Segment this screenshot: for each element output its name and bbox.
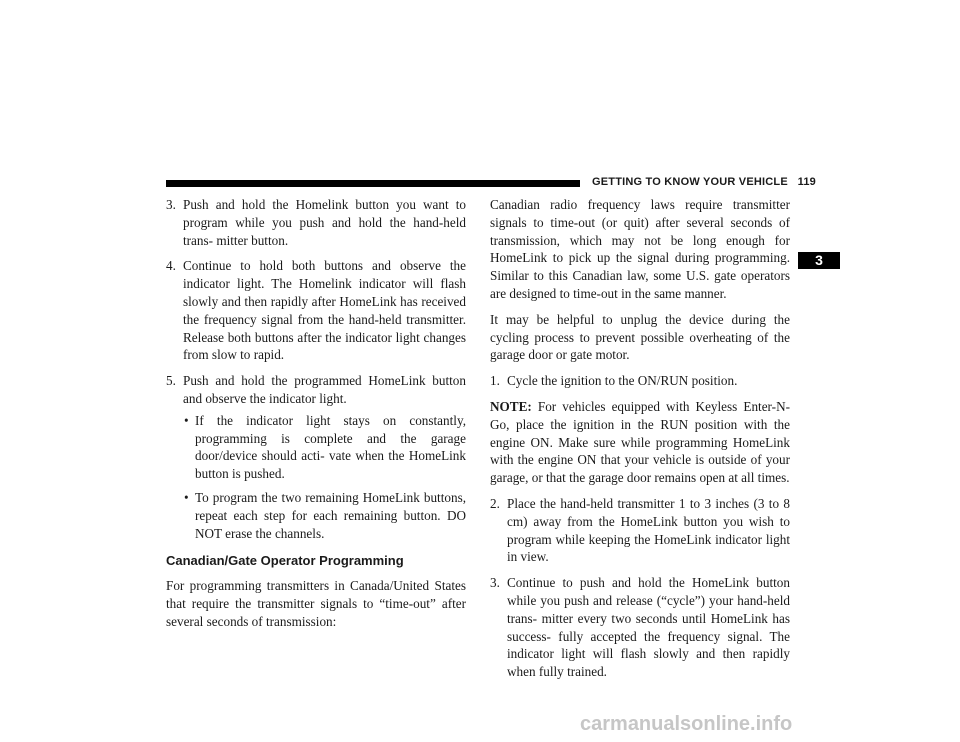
note-label: NOTE: bbox=[490, 398, 532, 414]
step-1-cycle-ignition: 1. Cycle the ignition to the ON/RUN position. bbox=[490, 373, 738, 389]
right-column bbox=[490, 196, 790, 689]
paragraph-canadian-laws: Canadian radio frequency laws require transmitter signals to time-out (or quit) after several seconds of transmission, which may not be long enough for HomeLink to pick up the signal during programming. Similar to this Canadian law, some U.S. gate operators are designed to time-out in the same manner. bbox=[490, 197, 790, 301]
bullet-icon: • bbox=[184, 412, 189, 428]
page-number: 119 bbox=[797, 176, 817, 188]
bullet-icon: • bbox=[184, 489, 189, 505]
chapter-tab: 3 bbox=[798, 252, 840, 269]
left-column bbox=[166, 196, 466, 639]
bullet-programming-complete: • If the indicator light stays on constantly, programming is complete and the garage door/device should acti- vate when the HomeLink button is pushed. bbox=[184, 412, 466, 482]
step-5-push-programmed: 5. Push and hold the programmed HomeLink button and observe the indicator light. bbox=[166, 373, 466, 406]
step-3-push-release: 3. Continue to push and hold the HomeLink button while you push and release (“cycle”) your hand-held trans- mitter every two seconds until HomeLink has success- fully accepted the frequency signal. The indicator light will flash slowly and then rapidly when fully trained. bbox=[490, 575, 790, 680]
running-header bbox=[592, 176, 816, 188]
step-4-hold-buttons: 4. Continue to hold both buttons and observe the indicator light. The Homelink indicator will flash slowly and then rapidly after HomeLink has received the frequency signal from the hand-held transmitter. Release both buttons after the indicator light changes from slow to rapid. bbox=[166, 258, 466, 363]
note-paragraph: NOTE: For vehicles equipped with Keyless Enter-N-Go, place the ignition in the RUN position with the engine ON. Make sure while programming HomeLink with the engine ON that your vehicle is outside of your garage, or that the garage door remains open at all times. bbox=[490, 398, 790, 486]
section-heading: Canadian/Gate Operator Programming bbox=[166, 553, 404, 569]
header-rule bbox=[166, 180, 580, 187]
watermark: carmanualsonline.info bbox=[580, 713, 793, 735]
bullet-remaining-buttons: • To program the two remaining HomeLink buttons, repeat each step for each remaining button. DO NOT erase the channels. bbox=[184, 489, 466, 541]
section-title: GETTING TO KNOW YOUR VEHICLE bbox=[592, 176, 788, 188]
step-3-program: 3. Push and hold the Homelink button you want to program while you push and hold the hand-held trans- mitter button. bbox=[166, 197, 466, 248]
step-2-place-transmitter: 2. Place the hand-held transmitter 1 to 3 inches (3 to 8 cm) away from the HomeLink button you wish to program while keeping the HomeLink indicator light in view. bbox=[490, 495, 790, 565]
intro-paragraph: For programming transmitters in Canada/United States that require the transmitter signals to “time-out” after several seconds of transmission: bbox=[166, 578, 466, 629]
paragraph-unplug-device: It may be helpful to unplug the device during the cycling process to prevent possible overheating of the garage door or gate motor. bbox=[490, 311, 790, 363]
